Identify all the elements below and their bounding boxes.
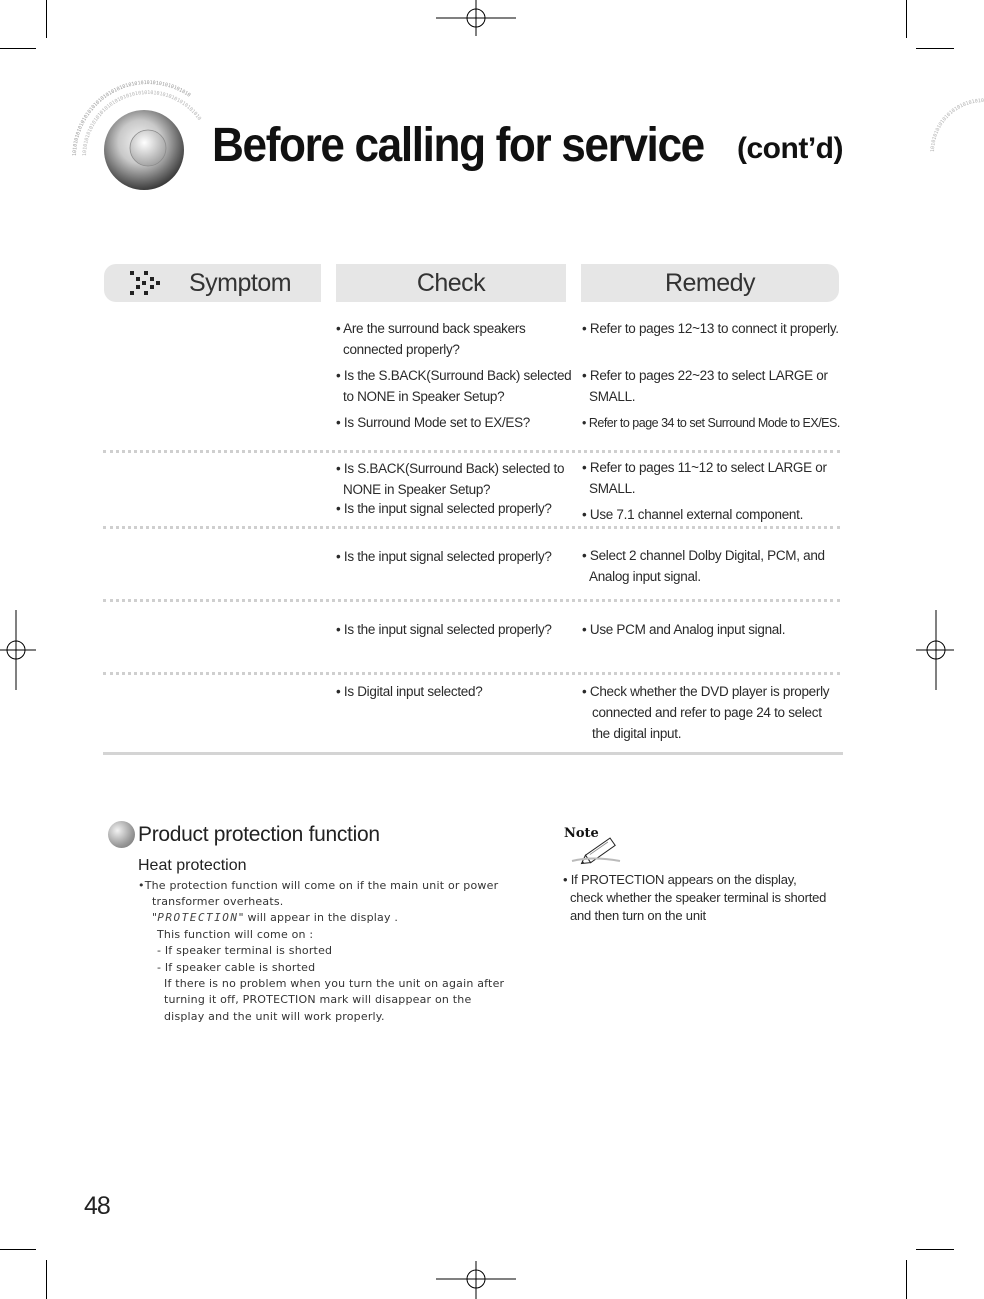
note-text: check whether the speaker terminal is shorted (570, 890, 827, 905)
remedy-text: the digital input. (592, 726, 682, 741)
page-number: 48 (84, 1192, 110, 1220)
remedy-text: • Refer to page 34 to set Surround Mode to EX/ES. (582, 416, 840, 430)
registration-mark-icon (0, 610, 40, 690)
svg-text:101010101010101010101010101010: 10101010101010101010101010 (929, 97, 984, 153)
remedy-text: • Select 2 channel Dolby Digital, PCM, and (582, 548, 825, 563)
protection-title: Product protection function (138, 823, 380, 846)
check-text: • Is S.BACK(Surround Back) selected to (336, 461, 565, 476)
crop-mark (0, 1249, 36, 1250)
protection-line-tail: " will appear in the display . (238, 911, 399, 924)
page-title: Before calling for service (212, 119, 704, 172)
protection-line: - If speaker terminal is shorted (157, 944, 333, 957)
svg-text:Note: Note (564, 826, 599, 841)
protection-line (152, 910, 398, 927)
crop-mark (46, 1260, 47, 1299)
protection-line: - If speaker cable is shorted (157, 961, 316, 974)
svg-text:101010101010101010101010101010: 1010101010101010101010101010101010101010101010101010 (81, 89, 203, 157)
row-divider (103, 672, 840, 675)
quote-mark: " (152, 911, 158, 924)
registration-mark-icon (436, 0, 516, 40)
table-bottom-rule (103, 752, 843, 755)
check-text: • Are the surround back speakers (336, 321, 526, 336)
crop-mark (906, 0, 907, 38)
remedy-text: • Refer to pages 12~13 to connect it properly. (582, 321, 839, 336)
check-text: connected properly? (343, 342, 460, 357)
check-text: • Is Digital input selected? (336, 684, 483, 699)
header-symptom-label: Symptom (189, 269, 292, 297)
protection-line: If there is no problem when you turn the unit on again after (164, 977, 505, 990)
protection-line: turning it off, PROTECTION mark will disappear on the (164, 993, 472, 1006)
check-text: • Is the input signal selected properly? (336, 501, 552, 516)
registration-mark-icon (914, 610, 954, 690)
double-arrow-icon (128, 269, 162, 297)
check-text: to NONE in Speaker Setup? (343, 389, 505, 404)
crop-mark (916, 1249, 954, 1250)
check-text: • Is Surround Mode set to EX/ES? (336, 415, 530, 430)
protection-line: transformer overheats. (152, 895, 284, 908)
check-text: • Is the input signal selected properly? (336, 622, 552, 637)
speaker-disc-icon (924, 92, 984, 212)
header-check: Check (336, 264, 566, 302)
protection-subtitle: Heat protection (138, 857, 247, 874)
check-text: • Is the S.BACK(Surround Back) selected (336, 368, 572, 383)
speaker-disc-icon (70, 78, 226, 234)
protection-display-text: PROTECTION (157, 911, 239, 924)
row-divider (103, 450, 840, 453)
remedy-text: • Refer to pages 11~12 to select LARGE or (582, 460, 827, 475)
note-text: and then turn on the unit (570, 908, 706, 923)
header-symptom (104, 264, 321, 302)
check-text: NONE in Speaker Setup? (343, 482, 491, 497)
protection-line: This function will come on : (157, 928, 314, 941)
section-bullet-icon (108, 821, 135, 848)
remedy-text: SMALL. (589, 481, 636, 496)
registration-mark-icon (436, 1259, 516, 1299)
crop-mark (0, 48, 36, 49)
page-subtitle: (cont’d) (737, 132, 843, 165)
remedy-text: • Use 7.1 channel external component. (582, 507, 804, 522)
svg-text:101010101010101010101010101010: 1010101010101010101010101010101010101010101010101010 (71, 79, 192, 157)
remedy-text: • Use PCM and Analog input signal. (582, 622, 786, 637)
crop-mark (906, 1260, 907, 1299)
check-text: • Is the input signal selected properly? (336, 549, 552, 564)
crop-mark (916, 48, 954, 49)
note-pencil-icon (562, 823, 624, 865)
remedy-text: • Refer to pages 22~23 to select LARGE or (582, 368, 828, 383)
crop-mark (46, 0, 47, 38)
row-divider (103, 526, 840, 529)
remedy-text: • Check whether the DVD player is properly (582, 684, 830, 699)
remedy-text: Analog input signal. (589, 569, 701, 584)
remedy-text: SMALL. (589, 389, 636, 404)
protection-line: •The protection function will come on if the main unit or power (138, 879, 499, 892)
protection-line: display and the unit will work properly. (164, 1010, 385, 1023)
row-divider (103, 599, 840, 602)
remedy-text: connected and refer to page 24 to select (592, 705, 822, 720)
header-remedy: Remedy (581, 264, 839, 302)
note-text: • If PROTECTION appears on the display, (563, 872, 797, 887)
